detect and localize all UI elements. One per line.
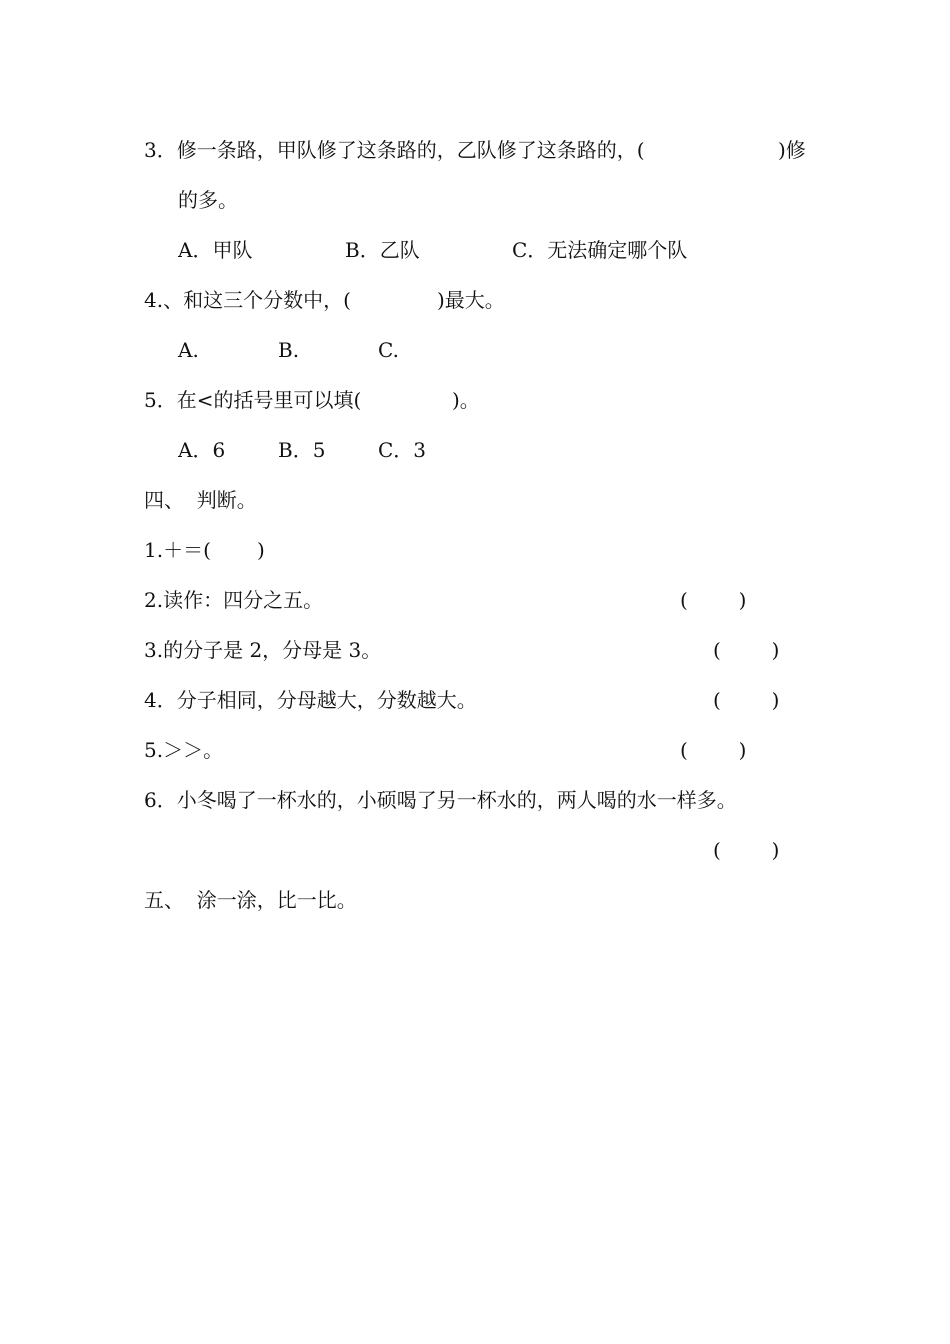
q5-text-end: )。 — [452, 388, 480, 412]
q4-option-a: A. — [178, 338, 199, 362]
section5-heading: 五、 涂一涂，比一比。 — [144, 888, 357, 912]
judge-item-4: 4．分子相同，分母越大，分数越大。 — [144, 688, 477, 712]
q4-option-c: C. — [378, 338, 399, 362]
q3-line2: 的多。 — [178, 188, 238, 212]
q5-text: 5．在<的括号里可以填( — [144, 388, 362, 412]
judge-item-2: 2.读作：四分之五。 — [144, 588, 324, 612]
section4-heading: 四、 判断。 — [144, 488, 257, 512]
q4-text: 4.、和这三个分数中，( — [144, 288, 351, 312]
judge-item-5: 5.＞＞。 — [144, 738, 224, 762]
q3-option-a: A．甲队 — [178, 238, 253, 262]
judge-item-3: 3.的分子是 2，分母是 3。 — [144, 638, 382, 662]
judge-item-3-paren: ( ) — [713, 638, 780, 662]
q3-line1-end: )修 — [778, 138, 806, 162]
judge-item-4-paren: ( ) — [713, 688, 780, 712]
judge-item-5-paren: ( ) — [680, 738, 747, 762]
q3-line1: 3．修一条路，甲队修了这条路的，乙队修了这条路的，( — [144, 138, 645, 162]
judge-item-2-paren: ( ) — [680, 588, 747, 612]
q3-option-b: B．乙队 — [345, 238, 420, 262]
judge-item-6: 6．小冬喝了一杯水的，小硕喝了另一杯水的，两人喝的水一样多。 — [144, 788, 737, 812]
q5-option-a: A．6 — [178, 438, 226, 462]
judge-item-1: 1.＋＝( — [144, 538, 211, 562]
judge-item-6-paren: ( ) — [713, 838, 780, 862]
q4-text-end: )最大。 — [437, 288, 505, 312]
q5-option-b: B．5 — [278, 438, 326, 462]
judge-item-1-paren: ) — [257, 538, 265, 562]
q4-option-b: B. — [278, 338, 300, 362]
q3-option-c: C．无法确定哪个队 — [512, 238, 688, 262]
q5-option-c: C．3 — [378, 438, 427, 462]
